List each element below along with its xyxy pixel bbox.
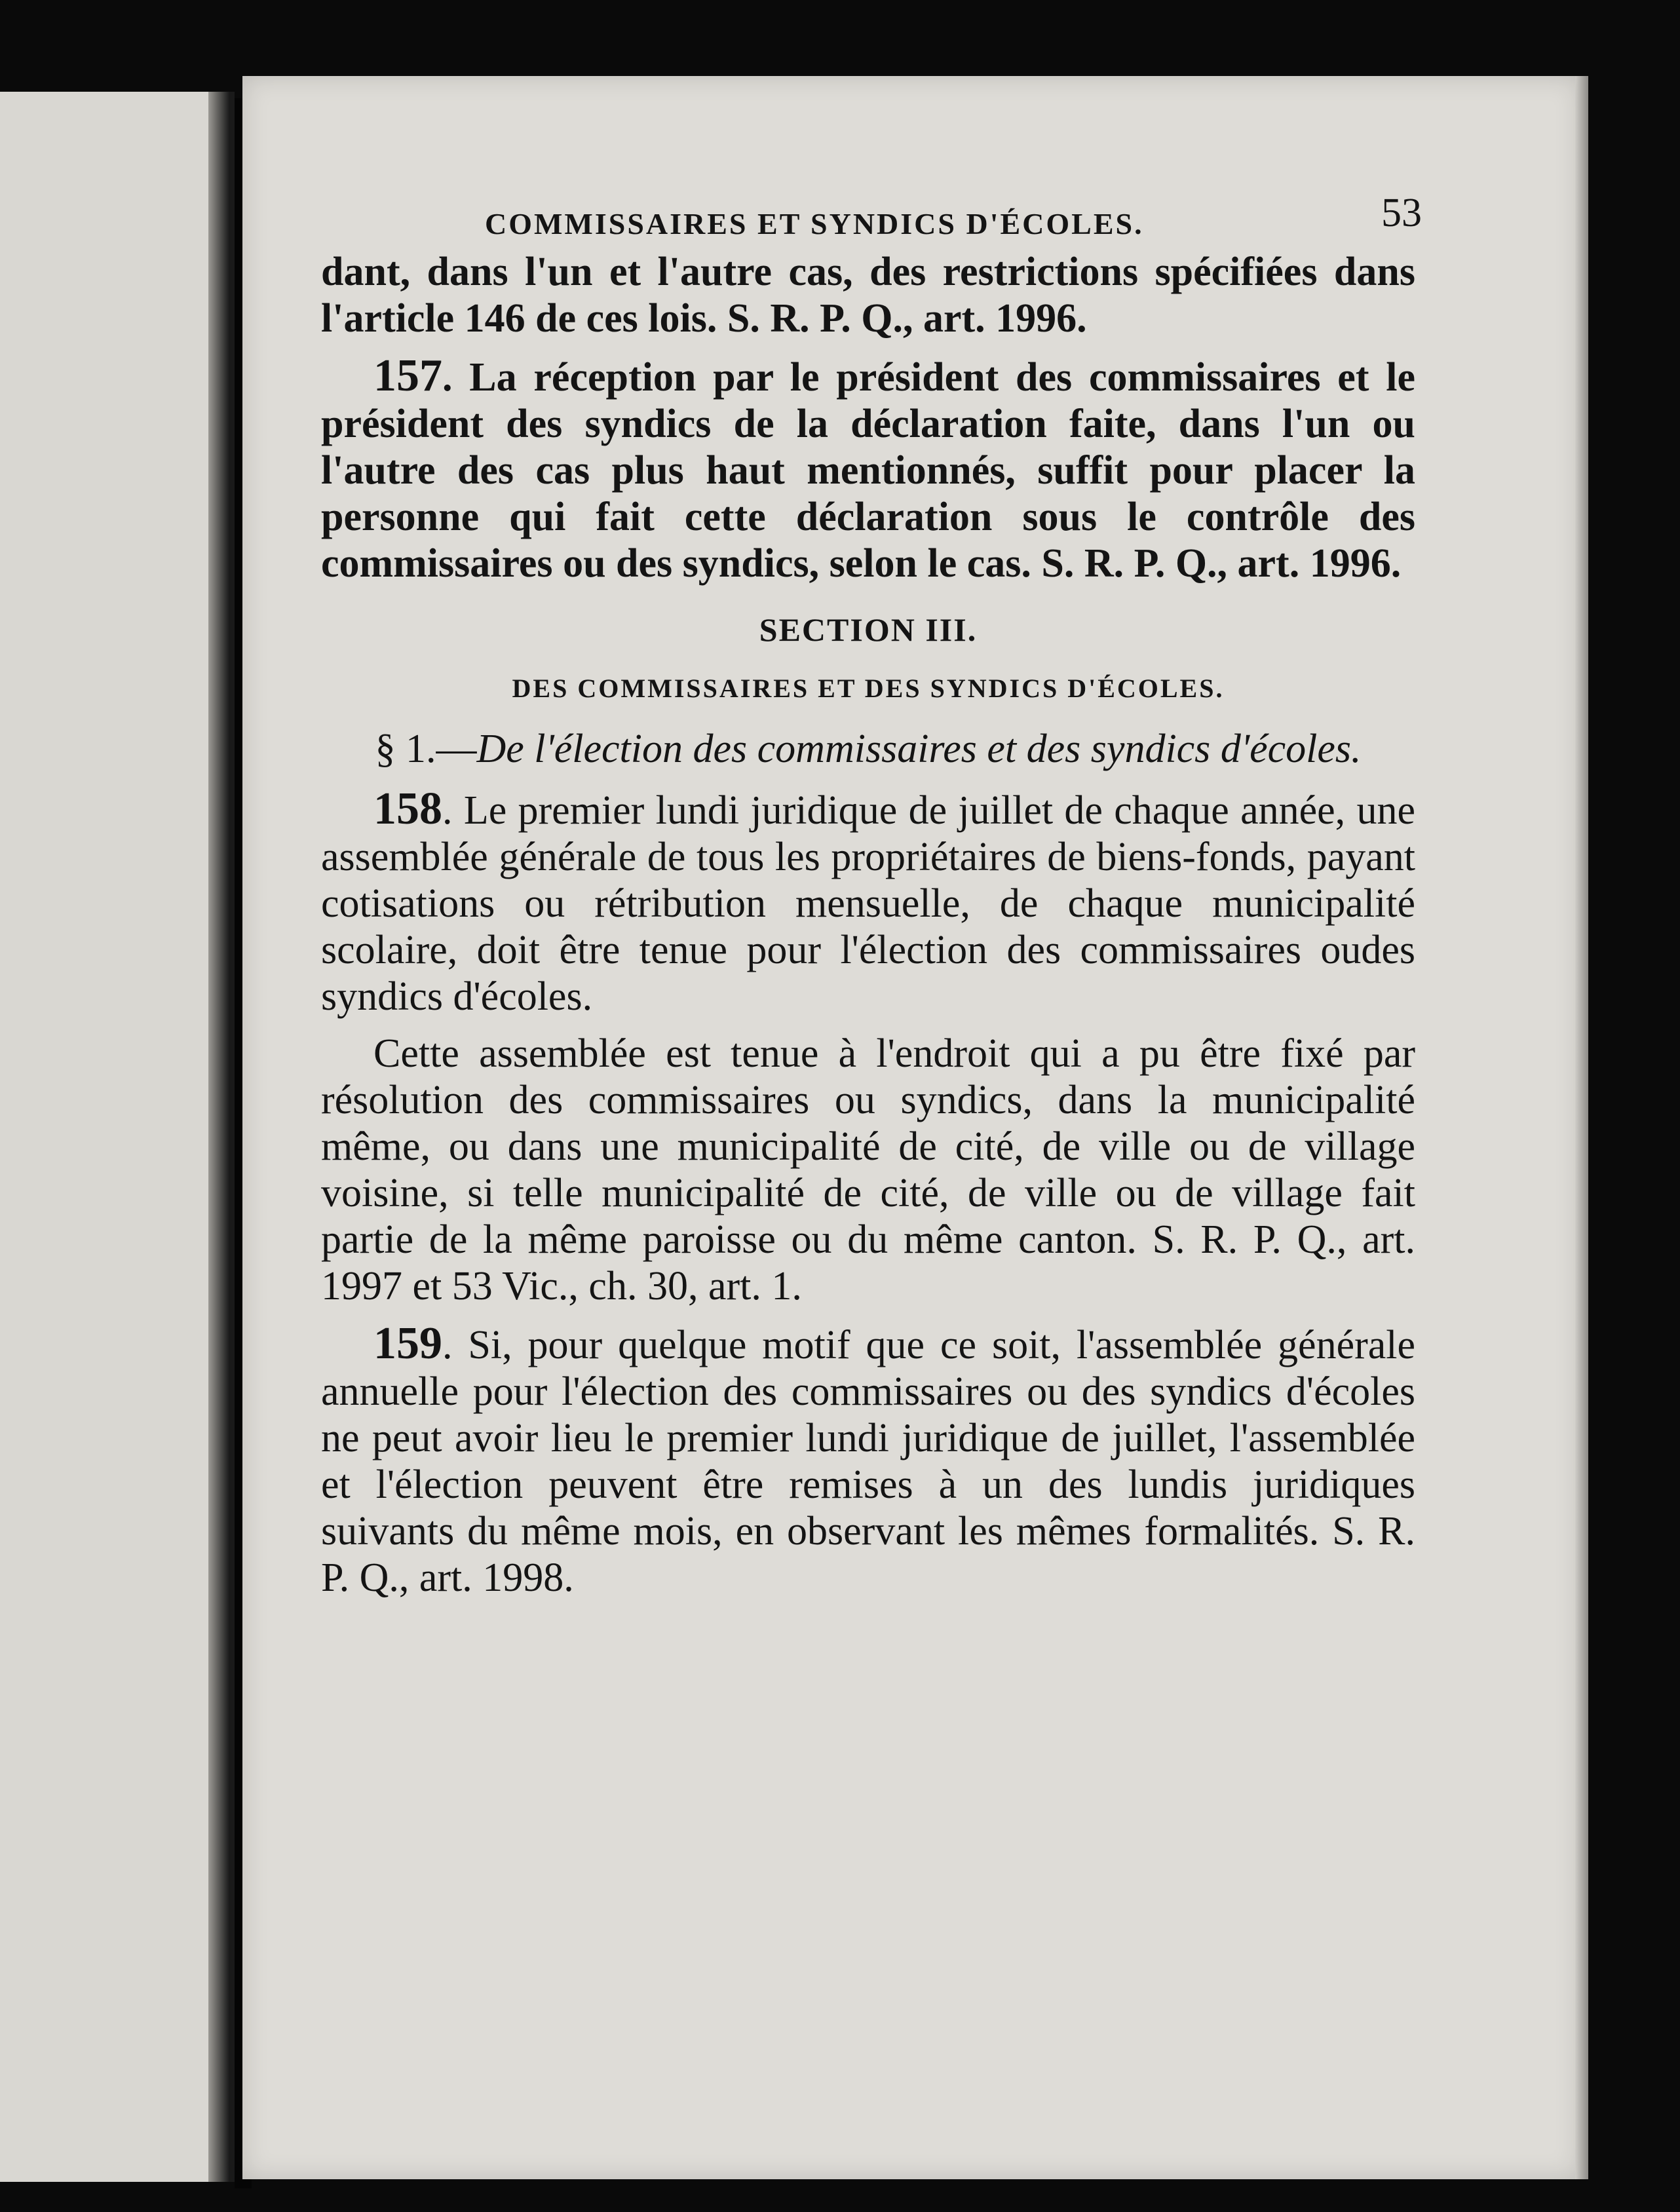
page-content — [321, 190, 1422, 1601]
article-text: . La réception par le président des commissaires et le président des syndics de la déclaration faite, dans l'un ou l'autre des cas plus haut mentionnés, suffit pour placer la personne qui fait cette déclaration sous le contrôle des commissaires ou des syndics, selon le cas. S. R. P. Q., art. 1996. — [321, 355, 1415, 586]
right-page-edge — [1575, 76, 1588, 2179]
article-text: . Le premier lundi juridique de juillet de chaque année, une assemblée générale de tous les propriétaires de biens-fonds, payant cotisations ou rétribution mensuelle, de chaque municipalité scolaire, doit être tenue pour l'élection des commissaires oudes syndics d'écoles. — [321, 788, 1415, 1019]
subsection-label: § 1.— — [375, 727, 477, 771]
section-heading: SECTION III. — [759, 611, 978, 648]
continuation-paragraph: dant, dans l'un et l'autre cas, des restrictions spécifiées dans l'article 146 de ces lois. S. R. P. Q., art. 1996. — [321, 250, 1415, 341]
scan-border — [1588, 76, 1600, 2179]
subsection-text: De l'élection des commissaires et des syndics d'écoles. — [476, 727, 1362, 771]
running-title: COMMISSAIRES ET SYNDICS D'ÉCOLES. — [485, 207, 1144, 240]
article-159 — [321, 1320, 1415, 1601]
article-158 — [321, 786, 1415, 1020]
running-head — [321, 190, 1422, 249]
article-158-paragraph-2: Cette assemblée est tenue à l'endroit qui a pu être fixé par résolution des commissaires ou syndics, dans la municipalité même, ou dans une municipalité de cité, de ville ou de village voisine, si telle municipalité de cité, de ville ou de village fait partie de la même paroisse ou du même canton. S. R. P. Q., art. 1997 et 53 Vic., ch. 30, art. 1. — [321, 1031, 1415, 1308]
subsection-title — [321, 726, 1415, 772]
article-157 — [321, 353, 1415, 587]
article-number: 159 — [373, 1318, 442, 1369]
section-subheading: DES COMMISSAIRES ET DES SYNDICS D'ÉCOLES. — [512, 674, 1225, 703]
article-text: . Si, pour quelque motif que ce soit, l'assemblée générale annuelle pour l'élection des commissaires ou des syndics d'écoles ne peut avoir lieu le premier lundi juridique de juillet, l'assemblée et l'élection peuvent être remises à un des lundis juridiques suivants du même mois, en observant les mêmes formalités. S. R. P. Q., art. 1998. — [321, 1323, 1415, 1600]
article-number: 158 — [373, 784, 442, 834]
page-number: 53 — [1381, 191, 1422, 235]
left-facing-page — [0, 92, 208, 2182]
left-gutter-shadow — [208, 92, 235, 2182]
article-number: 157 — [373, 351, 442, 401]
